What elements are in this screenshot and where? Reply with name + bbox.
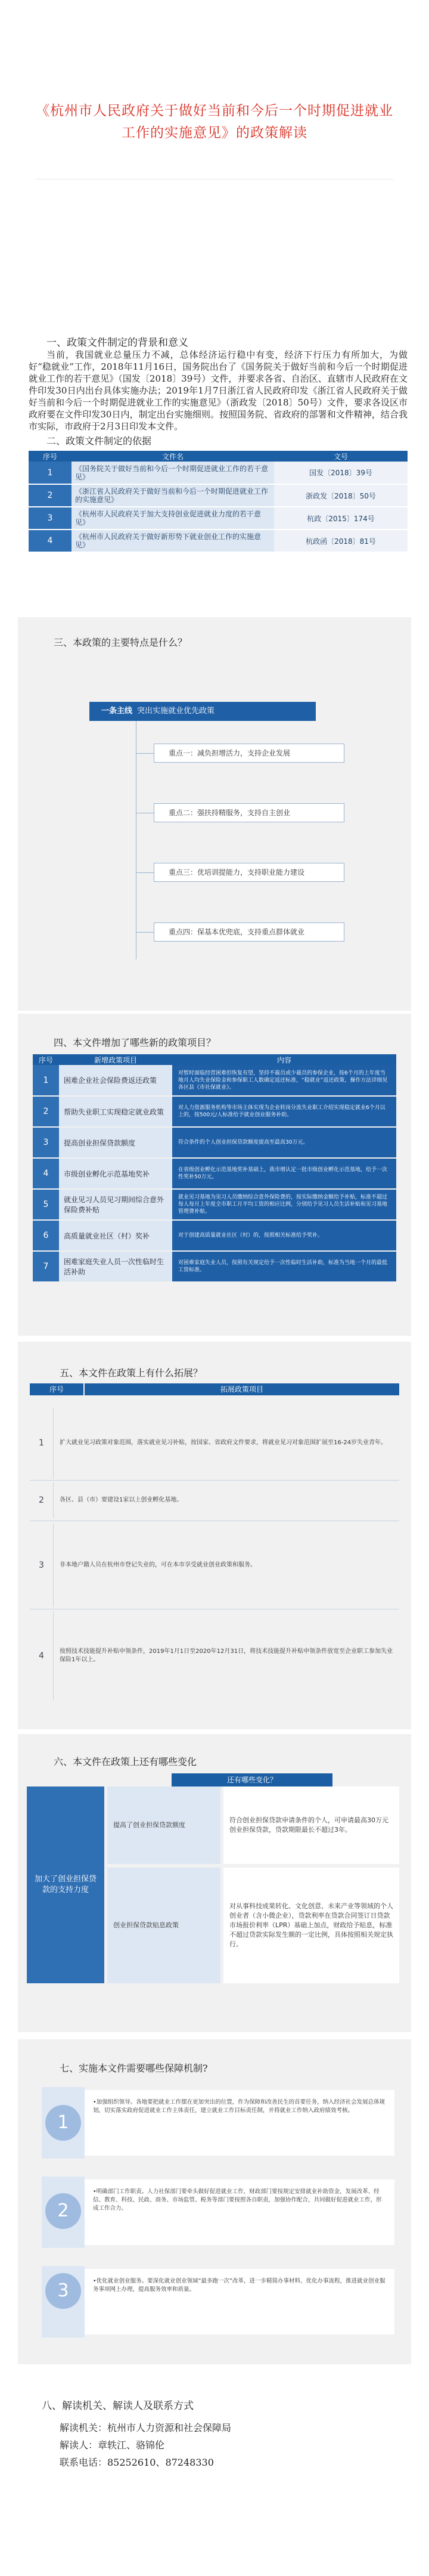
row-number: 5 [33, 1189, 59, 1220]
row-number: 4 [33, 1158, 59, 1189]
col-header: 还有哪些变化？ [172, 1773, 332, 1787]
new-items-panel [18, 1014, 411, 1336]
row-number: 2 [30, 1482, 54, 1518]
features-panel [18, 617, 411, 1011]
interpreters: 解读人：章轶江、骆锦伦 [60, 2439, 165, 2451]
table-row [33, 1189, 396, 1220]
row-text: 按照技术技能提升补贴申领条件，2019年1月1日至2020年12月31日，将技术技能提升补贴申领条件放宽至企业职工参加失业保险1年以上。 [60, 1648, 393, 1663]
item-content: 对困难家庭失业人员，按照有关规定给予一次性临时生活补助，标准为当地一个月的最低工资标准。 [172, 1251, 396, 1282]
interpreting-agency: 解读机关：杭州市人力资源和社会保障局 [60, 2422, 232, 2433]
row-text: 各区、县（市）要建设1家以上创业孵化基地。 [60, 1497, 183, 1503]
row-number: 1 [29, 462, 72, 484]
table-row [29, 507, 408, 530]
item-name: 市级创业孵化示范基地奖补 [59, 1158, 172, 1189]
new-items-table [33, 1054, 396, 1283]
safeguards-panel [18, 2039, 411, 2364]
main-line-box [89, 702, 316, 721]
changes-category: 加大了创业担保贷款的支持力度 [27, 1787, 104, 1983]
col-header: 文件名 [72, 451, 274, 462]
main-line-text: 突出实施就业优先政策 [137, 707, 215, 716]
row-number: 2 [33, 1096, 59, 1127]
section-body: 当前，我国就业总量压力不减，总体经济运行稳中有变，经济下行压力有所加大，为做好“稳就业”工作，2018年11月16日，国务院出台了《国务院关于做好当前和今后一个时期促进就业工作的若干意见》（国发〔2018〕39号）文件，并要求各省、自治区、直辖市人民政府在文件印发30日内出台具体实施办法；2019年1月7日浙江省人民政府印发《浙江省人民政府关于做好当前和今后一个时期促进就业工作的实施意见》（浙政发〔2018〕50号）文件，要求各设区市政府要在文件印发30日内，制定出台实施细则。按照国务院、省政府的部署和文件精神，结合我市实际，市政府于2月3日印发本文件。 [29, 349, 408, 432]
step-text: •加强组织领导。各地要把就业工作摆在更加突出的位置，作为保障和改善民生的首要任务，纳入经济社会发展总体规划，切实落实政府促进就业工作主体责任，建立就业工作目标责任制，并将就业工作纳入政府绩效考核。 [85, 2090, 394, 2156]
table-row [30, 1524, 399, 1607]
section-heading: 四、本文件增加了哪些新的政策项目？ [54, 1037, 216, 1048]
row-number: 3 [33, 1127, 59, 1158]
row-number: 3 [30, 1524, 54, 1607]
feature-point: 重点一：减负担增活力，支持企业发展 [154, 744, 344, 763]
section-heading: 三、本政策的主要特点是什么？ [54, 637, 188, 648]
col-header: 序号 [29, 451, 72, 462]
doc-number: 浙政发〔2018〕50号 [274, 484, 408, 507]
step-number: 2 [45, 2193, 81, 2229]
section-heading: 七、实施本文件需要哪些保障机制? [60, 2063, 208, 2074]
change-detail: 符合创业担保贷款申请条件的个人，可申请最高30万元创业担保贷款，贷款期限最长不超过3年。 [223, 1787, 399, 1864]
main-line-label: 一条主线 [101, 707, 133, 716]
row-number: 1 [30, 1407, 54, 1479]
item-name: 就业见习人员见习期间综合意外保险费补贴 [59, 1189, 172, 1220]
contact-section [42, 2397, 399, 2471]
feature-point: 重点三：优培训提能力，支持职业能力建设 [154, 863, 344, 882]
change-item: 创业担保贷款贴息政策 [107, 1868, 220, 1983]
item-name: 困难企业社会保险费返还政策 [59, 1065, 172, 1096]
row-number: 3 [29, 507, 72, 530]
item-content: 对暂时面临经营困难但恢复有望，坚持不裁员或少裁员的参保企业，按6个月的上年度当地月人均失业保险金和参保职工人数确定返还标准，“稳就业”返还政策，操作方法详细见各区县《市社保就业》。 [172, 1065, 396, 1096]
step-text: •明确部门工作职责。人力社保部门要牵头做好促进就业工作，财政部门要按规定安排就业补助资金，发展改革、经信、教育、科技、民政、商务、市场监管、税务等部门要按照各自职责，加强协作配合，共同做好促进就业工作，形成工作合力。 [85, 2179, 394, 2245]
table-row [33, 1065, 396, 1096]
col-header: 新增政策项目 [59, 1054, 172, 1065]
feature-point: 重点四：保基本优兜底，支持重点群体就业 [154, 922, 344, 942]
item-content: 对人力资源服务机构等市场主体实现为企业转岗分流失业职工介绍实现稳定就业6个月以上的，按500元/人标准给予就业创业服务补助。 [172, 1096, 396, 1127]
feature-point: 重点二：强扶持精服务，支持自主创业 [154, 803, 344, 822]
table-row [29, 530, 408, 552]
contact-phone: 联系电话：85252610、87248330 [60, 2457, 214, 2468]
row-number: 4 [29, 530, 72, 552]
col-header: 拓展政策项目 [85, 1383, 399, 1395]
item-content: 在省级创业孵化示范基地奖补基础上，我市增认定一批市级创业孵化示范基地，给予一次性奖补50万元。 [172, 1158, 396, 1189]
col-header: 序号 [33, 1054, 59, 1065]
doc-name: 《杭州市人民政府关于加大支持创业促进就业力度的若干意见》 [72, 507, 274, 530]
title-area [0, 0, 429, 215]
table-row [30, 1482, 399, 1518]
row-text: 扩大就业见习政策对象范围，落实就业见习补贴，按国家、省政府文件要求，将就业见习对象范围扩展至16-24岁失业青年。 [60, 1439, 387, 1446]
page-title: 《杭州市人民政府关于做好当前和今后一个时期促进就业工作的实施意见》的政策解读 [36, 103, 393, 141]
table-row [33, 1096, 396, 1127]
row-number: 7 [33, 1251, 59, 1282]
row-number: 4 [30, 1611, 54, 1701]
item-content: 符合条件的个人创业担保贷款额度提高至最高30万元。 [172, 1127, 396, 1158]
item-name: 高质量就业社区（村）奖补 [59, 1220, 172, 1251]
section-heading: 六、本文件在政策上还有哪些变化 [54, 1756, 197, 1767]
basis-table [29, 451, 408, 553]
doc-name: 《浙江省人民政府关于做好当前和今后一个时期促进就业工作的实施意见》 [72, 484, 274, 507]
doc-number: 杭政〔2015〕174号 [274, 507, 408, 530]
item-content: 就业见习基地为见习人员缴纳综合意外保险费的，按实际缴纳金额给予补贴，标准不超过每人每月上年度全市职工月平均工资的相应比例，分别给予见习人员生活补贴和见习基地管理费补贴。 [172, 1189, 396, 1220]
item-name: 帮助失业职工实现稳定就业政策 [59, 1096, 172, 1127]
change-detail: 对从事科技成果转化、文化创意、未来产业等领域的个人创业者（含小微企业），贷款利率在贷款合同签订日贷款市场报价利率（LPR）基础上加点，财政给予贴息，标准不超过贷款实际发生额的一定比例，具体按照相关规定执行。 [223, 1868, 399, 1983]
table-row [33, 1158, 396, 1189]
row-number: 6 [33, 1220, 59, 1251]
item-content: 对于创建高质量就业社区（村）的，按照相关标准给予奖补。 [172, 1220, 396, 1251]
item-name: 提高创业担保贷款额度 [59, 1127, 172, 1158]
doc-number: 国发〔2018〕39号 [274, 462, 408, 484]
table-row [30, 1611, 399, 1701]
table-row [30, 1407, 399, 1479]
step-number: 3 [45, 2273, 81, 2309]
col-header: 文号 [274, 451, 408, 462]
table-row [29, 484, 408, 507]
table-row [33, 1127, 396, 1158]
doc-name: 《杭州市人民政府关于做好新形势下就业创业工作的实施意见》 [72, 530, 274, 552]
doc-name: 《国务院关于做好当前和今后一个时期促进就业工作的若干意见》 [72, 462, 274, 484]
col-header: 序号 [30, 1383, 83, 1395]
change-item: 提高了创业担保贷款额度 [107, 1787, 220, 1864]
row-number: 1 [33, 1065, 59, 1096]
table-row [33, 1220, 396, 1251]
item-name: 困难家庭失业人员一次性临时生活补助 [59, 1251, 172, 1282]
table-row [33, 1251, 396, 1282]
step-text: •优化就业创业服务。要深化就业创业领域“最多跑一次”改革，进一步精简办事材料、优化办事流程，推进就业创业服务事项网上办理，提高服务效率和质量。 [85, 2269, 394, 2334]
row-text: 非本地户籍人员在杭州市登记失业的，可在本市享受就业创业政策和服务。 [60, 1562, 256, 1568]
section-heading: 一、政策文件制定的背景和意义 [46, 337, 188, 349]
doc-number: 杭政函〔2018〕81号 [274, 530, 408, 552]
divider [30, 1480, 399, 1481]
section-heading: 八、解读机关、解读人及联系方式 [42, 2400, 194, 2412]
table-row [29, 462, 408, 484]
step-number: 1 [45, 2105, 81, 2141]
row-number: 2 [29, 484, 72, 507]
col-header: 内容 [172, 1054, 396, 1065]
changes-panel [18, 1734, 411, 2032]
section-heading: 五、本文件在政策上有什么拓展？ [60, 1367, 203, 1379]
expansion-panel [18, 1342, 411, 1729]
section-subheading: 二、政策文件制定的依据 [46, 435, 152, 447]
